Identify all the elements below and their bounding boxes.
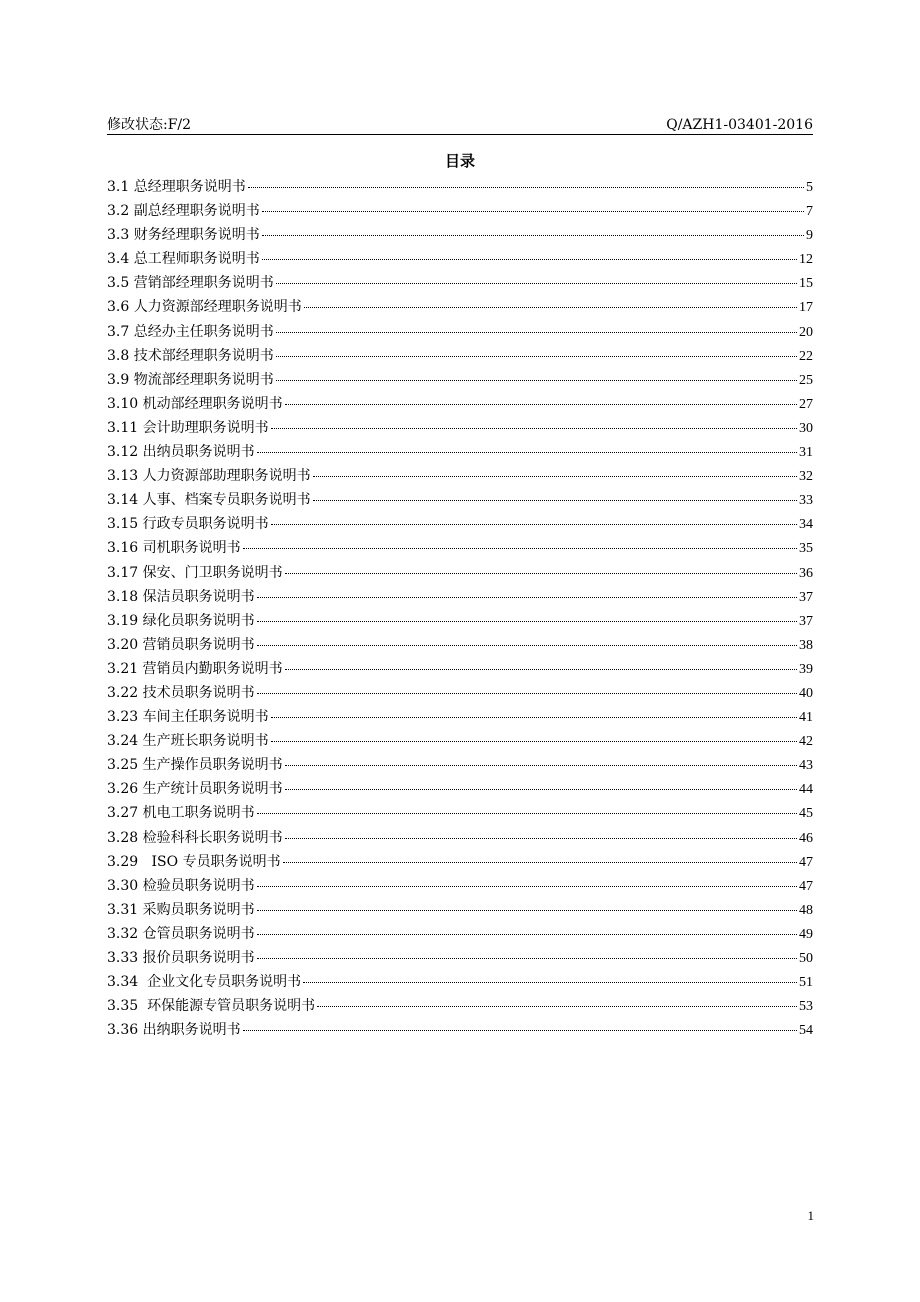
toc-entry[interactable]: [107, 345, 813, 369]
toc-dot-leader: [276, 283, 797, 284]
toc-entry-page: 25: [799, 372, 813, 388]
toc-entry-page: 12: [799, 252, 813, 268]
toc-dot-leader: [283, 862, 797, 863]
toc-entry-page: 45: [799, 806, 813, 822]
toc-entry-label: 3.34 企业文化专员职务说明书: [107, 974, 302, 991]
toc-entry[interactable]: [107, 778, 813, 802]
toc-entry-page: 33: [799, 493, 813, 509]
toc-dot-leader: [257, 910, 797, 911]
toc-entry[interactable]: [107, 417, 813, 441]
toc-entry[interactable]: [107, 369, 813, 393]
toc-dot-leader: [276, 332, 797, 333]
toc-entry-page: 42: [799, 734, 813, 750]
toc-entry[interactable]: [107, 224, 813, 248]
toc-dot-leader: [262, 235, 804, 236]
toc-entry[interactable]: [107, 1019, 813, 1043]
toc-dot-leader: [257, 958, 797, 959]
toc-dot-leader: [276, 380, 797, 381]
toc-entry-page: 38: [799, 637, 813, 653]
toc-dot-leader: [243, 548, 797, 549]
toc-entry-page: 41: [799, 710, 813, 726]
toc-entry[interactable]: [107, 923, 813, 947]
toc-entry-label: 3.22 技术员职务说明书: [107, 684, 255, 701]
toc-entry[interactable]: [107, 393, 813, 417]
toc-dot-leader: [313, 500, 797, 501]
toc-entry[interactable]: [107, 489, 813, 513]
toc-entry-page: 40: [799, 685, 813, 701]
toc-entry[interactable]: [107, 971, 813, 995]
toc-entry-page: 54: [799, 1023, 813, 1039]
toc-entry[interactable]: [107, 706, 813, 730]
toc-dot-leader: [271, 524, 797, 525]
toc-entry-page: 48: [799, 902, 813, 918]
toc-dot-leader: [285, 789, 797, 790]
toc-entry-page: 46: [799, 830, 813, 846]
toc-entry-page: 44: [799, 782, 813, 798]
toc-entry[interactable]: [107, 754, 813, 778]
table-of-contents: [107, 176, 813, 1043]
toc-entry-label: 3.1 总经理职务说明书: [107, 179, 246, 195]
toc-entry[interactable]: [107, 321, 813, 345]
toc-entry-label: 3.12 出纳员职务说明书: [107, 444, 255, 461]
toc-dot-leader: [243, 1030, 797, 1031]
document-code: Q/AZH1-03401-2016: [666, 117, 813, 133]
toc-entry-label: 3.3 财务经理职务说明书: [107, 227, 260, 244]
page-number: 1: [807, 1208, 814, 1223]
toc-entry-label: 3.24 生产班长职务说明书: [107, 733, 269, 750]
toc-entry[interactable]: [107, 248, 813, 272]
toc-entry-page: 39: [799, 661, 813, 677]
toc-entry-page: 5: [806, 180, 813, 195]
toc-entry[interactable]: [107, 730, 813, 754]
toc-dot-leader: [276, 356, 797, 357]
toc-entry-label: 3.9 物流部经理职务说明书: [107, 371, 274, 388]
toc-entry-page: 27: [799, 396, 813, 412]
toc-dot-leader: [285, 765, 797, 766]
toc-entry-label: 3.19 绿化员职务说明书: [107, 612, 255, 629]
toc-entry-label: 3.10 机动部经理职务说明书: [107, 395, 283, 412]
toc-entry-label: 3.15 行政专员职务说明书: [107, 516, 269, 533]
toc-entry-page: 35: [799, 541, 813, 557]
toc-entry[interactable]: [107, 562, 813, 586]
toc-entry-page: 9: [806, 228, 813, 244]
toc-dot-leader: [257, 934, 797, 935]
toc-entry-label: 3.11 会计助理职务说明书: [107, 419, 269, 436]
toc-entry-label: 3.13 人力资源部助理职务说明书: [107, 468, 311, 485]
toc-dot-leader: [248, 187, 804, 188]
toc-entry-page: 47: [799, 878, 813, 894]
toc-entry-label: 3.5 营销部经理职务说明书: [107, 275, 274, 292]
toc-entry[interactable]: [107, 802, 813, 826]
toc-entry[interactable]: [107, 682, 813, 706]
toc-entry[interactable]: [107, 658, 813, 682]
toc-entry-page: 7: [806, 204, 813, 220]
toc-entry-page: 34: [799, 517, 813, 533]
toc-dot-leader: [304, 307, 797, 308]
toc-entry-label: 3.4 总工程师职务说明书: [107, 251, 260, 268]
toc-entry-page: 31: [799, 445, 813, 461]
toc-entry-label: 3.35 环保能源专管员职务说明书: [107, 998, 316, 1015]
toc-dot-leader: [257, 597, 797, 598]
toc-entry-page: 51: [799, 975, 813, 991]
page-header: [107, 114, 813, 135]
toc-dot-leader: [257, 813, 797, 814]
toc-entry-label: 3.33 报价员职务说明书: [107, 950, 255, 966]
toc-entry-page: 17: [799, 300, 813, 316]
toc-entry-label: 3.6 人力资源部经理职务说明书: [107, 299, 302, 316]
toc-dot-leader: [285, 838, 797, 839]
toc-entry-label: 3.31 采购员职务说明书: [107, 901, 255, 918]
toc-dot-leader: [271, 428, 797, 429]
toc-dot-leader: [285, 669, 797, 670]
toc-entry-label: 3.7 总经办主任职务说明书: [107, 323, 274, 340]
toc-entry-label: 3.29 ISO 专员职务说明书: [107, 853, 281, 870]
toc-entry[interactable]: [107, 875, 813, 899]
toc-dot-leader: [257, 452, 797, 453]
toc-dot-leader: [257, 693, 797, 694]
toc-entry[interactable]: [107, 851, 813, 875]
toc-entry-label: 3.36 出纳职务说明书: [107, 1022, 241, 1039]
toc-entry-page: 43: [799, 758, 813, 774]
toc-entry[interactable]: [107, 465, 813, 489]
toc-entry[interactable]: [107, 586, 813, 610]
toc-entry[interactable]: [107, 441, 813, 465]
toc-dot-leader: [285, 404, 797, 405]
toc-entry-label: 3.26 生产统计员职务说明书: [107, 781, 283, 798]
toc-entry-label: 3.20 营销员职务说明书: [107, 636, 255, 653]
toc-entry-label: 3.30 检验员职务说明书: [107, 877, 255, 894]
toc-entry-page: 22: [799, 348, 813, 364]
toc-entry-page: 47: [799, 854, 813, 870]
toc-entry[interactable]: [107, 947, 813, 971]
toc-entry[interactable]: [107, 200, 813, 224]
toc-dot-leader: [313, 476, 797, 477]
toc-dot-leader: [257, 886, 797, 887]
toc-entry-page: 49: [799, 926, 813, 942]
toc-entry-label: 3.8 技术部经理职务说明书: [107, 347, 274, 364]
toc-entry[interactable]: [107, 272, 813, 296]
toc-entry-label: 3.2 副总经理职务说明书: [107, 203, 260, 220]
toc-dot-leader: [262, 259, 797, 260]
toc-entry-label: 3.28 检验科科长职务说明书: [107, 829, 283, 846]
toc-entry-page: 37: [799, 589, 813, 605]
toc-entry-page: 53: [799, 999, 813, 1015]
toc-entry[interactable]: [107, 634, 813, 658]
toc-entry-label: 3.27 机电工职务说明书: [107, 805, 255, 822]
toc-entry[interactable]: [107, 296, 813, 320]
toc-entry-label: 3.25 生产操作员职务说明书: [107, 757, 283, 774]
toc-dot-leader: [257, 621, 797, 622]
toc-entry-page: 36: [799, 565, 813, 581]
toc-dot-leader: [271, 741, 797, 742]
toc-entry-label: 3.21 营销员内勤职务说明书: [107, 660, 283, 677]
toc-entry[interactable]: [107, 513, 813, 537]
toc-entry-page: 32: [799, 469, 813, 485]
toc-entry-page: 20: [799, 324, 813, 340]
toc-entry-label: 3.18 保洁员职务说明书: [107, 588, 255, 605]
toc-entry[interactable]: [107, 537, 813, 561]
toc-entry-page: 15: [799, 276, 813, 292]
toc-entry-page: 50: [799, 951, 813, 966]
toc-entry-label: 3.32 仓管员职务说明书: [107, 925, 255, 942]
toc-entry[interactable]: [107, 827, 813, 851]
toc-dot-leader: [257, 645, 797, 646]
toc-entry[interactable]: [107, 176, 813, 200]
toc-entry-label: 3.23 车间主任职务说明书: [107, 709, 269, 726]
toc-entry[interactable]: [107, 899, 813, 923]
toc-dot-leader: [262, 211, 804, 212]
toc-dot-leader: [271, 717, 797, 718]
toc-entry-page: 37: [799, 613, 813, 629]
toc-entry-page: 30: [799, 420, 813, 436]
toc-entry-label: 3.14 人事、档案专员职务说明书: [107, 492, 311, 509]
toc-dot-leader: [285, 573, 797, 574]
toc-entry-label: 3.16 司机职务说明书: [107, 540, 241, 557]
toc-entry[interactable]: [107, 610, 813, 634]
toc-entry-label: 3.17 保安、门卫职务说明书: [107, 564, 283, 581]
toc-dot-leader: [303, 982, 797, 983]
toc-entry[interactable]: [107, 995, 813, 1019]
toc-title: 目录: [444, 152, 475, 170]
revision-status: 修改状态:F/2: [107, 117, 192, 133]
toc-dot-leader: [317, 1006, 797, 1007]
